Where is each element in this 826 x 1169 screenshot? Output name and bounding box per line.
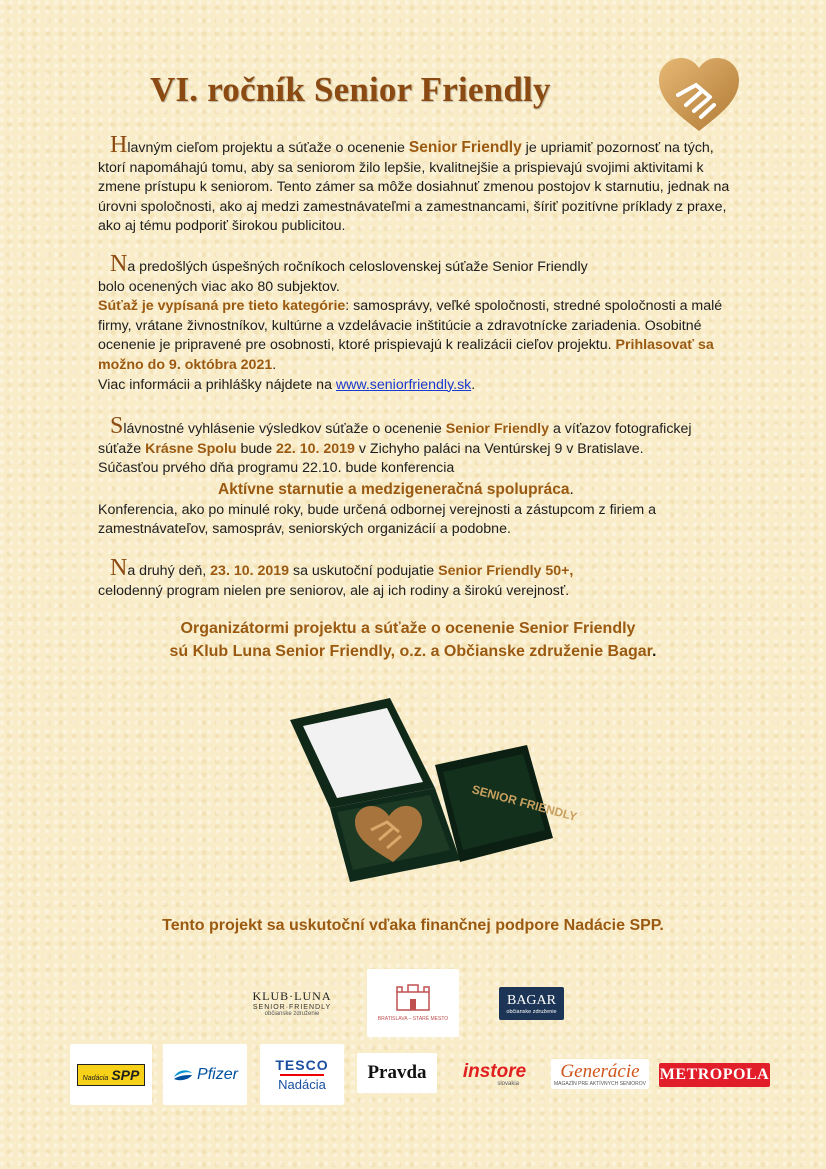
ceremony-paragraph: Slávnostné vyhlásenie výsledkov súťaže o ocenenie Senior Friendly a víťazov fotografickej súťaže Krásne Spolu bude 22. 10. 2019 v Zichyho paláci na Ventúrskej 9 v Bratislave. Súčasťou prvého dňa programu 22.10. bude konferencia Aktívne starnutie a medzigeneračná spolupráca. Konferencia, ako po minulé roky, bude určená odbornej verejnosti a zástupcom z firiem a zamestnávateľov, samospráv, seniorských organizácií a podobne. (98, 413, 692, 538)
drop-cap: N (110, 251, 128, 277)
nadacia-spp-logo: Nadácia SPP (70, 1044, 152, 1105)
support-line: Tento projekt sa uskutoční vďaka finančnej podpore Nadácie SPP. (162, 917, 664, 934)
intro-paragraph: Hlavným cieľom projektu a súťaže o ocenenie Senior Friendly je upriamiť pozornosť na tých, ktorí napomáhajú tomu, aby sa seniorom žilo lepšie, kvalitnejšie a prispievajú svojimi aktivitami k zmene prístupu k seniorom. Tento zámer sa môže dosiahnuť zmenou postojov k starnutiu, jednak na úrovni spoločnosti, ako aj medzi zamestnávateľmi a zamestnancami, šíriť pozitívne príklady z praxe, ako aj tému podporiť širokou publicitou. (98, 132, 730, 235)
award-box-image (275, 690, 579, 890)
pfizer-pill-icon (172, 1067, 194, 1083)
website-link[interactable]: www.seniorfriendly.sk (335, 376, 472, 393)
klub-luna-logo: KLUB·LUNA SENIOR·FRIENDLY občianske združenie (252, 989, 332, 1017)
organizers-line-1: Organizátormi projektu a súťaže o ocenenie Senior Friendly (180, 620, 636, 637)
organizers-line-2: sú Klub Luna Senior Friendly, o.z. a Občianske združenie Bagar. (169, 643, 657, 660)
instore-logo: instore slovakia (462, 1060, 527, 1087)
previous-years-paragraph: Na predošlých úspešných ročníkoch celoslovenskej súťaže Senior Friendly bolo ocenených viac ako 80 subjektov. Súťaž je vypísaná pre tieto kategórie: samosprávy, veľké spoločnosti, stredné spoločnosti a malé firmy, vrátane živnostníkov, kultúrne a vzdelávacie inštitúcie a zdravotnícke zariadenia. Osobitné ocenenie je pripravené pre osobnosti, ktoré prispievajú k realizácii cieľov projektu. Prihlasovať sa možno do 9. októbra 2021. Viac informácii a prihlášky nájdete na www.seniorfriendly.sk. (98, 251, 723, 393)
page-title: VI. ročník Senior Friendly (150, 70, 551, 109)
bagar-logo: BAGAR občianske združenie (499, 987, 564, 1020)
conference-title: Aktívne starnutie a medzigeneračná spolupráca (218, 480, 570, 498)
heart-handshake-icon (656, 55, 742, 135)
tesco-nadacia-logo: TESCO Nadácia (260, 1044, 344, 1105)
drop-cap: S (110, 413, 124, 439)
generacie-logo: Generácie MAGAZÍN PRE AKTÍVNYCH SENIOROV (551, 1059, 649, 1089)
pfizer-logo: Pfizer (163, 1044, 247, 1105)
stare-mesto-logo: BRATISLAVA – STARÉ MESTO (367, 969, 459, 1037)
drop-cap: H (110, 132, 128, 158)
pravda-logo: Pravda (357, 1053, 437, 1093)
drop-cap: N (110, 555, 128, 581)
award-box-text: SENIOR FRIENDLY (470, 782, 579, 824)
second-day-paragraph: Na druhý deň, 23. 10. 2019 sa uskutoční podujatie Senior Friendly 50+, celodenný program nielen pre seniorov, ale aj ich rodiny a širokú verejnosť. (98, 555, 574, 599)
metropola-logo: METROPOLA (659, 1063, 770, 1087)
castle-icon (393, 984, 433, 1012)
